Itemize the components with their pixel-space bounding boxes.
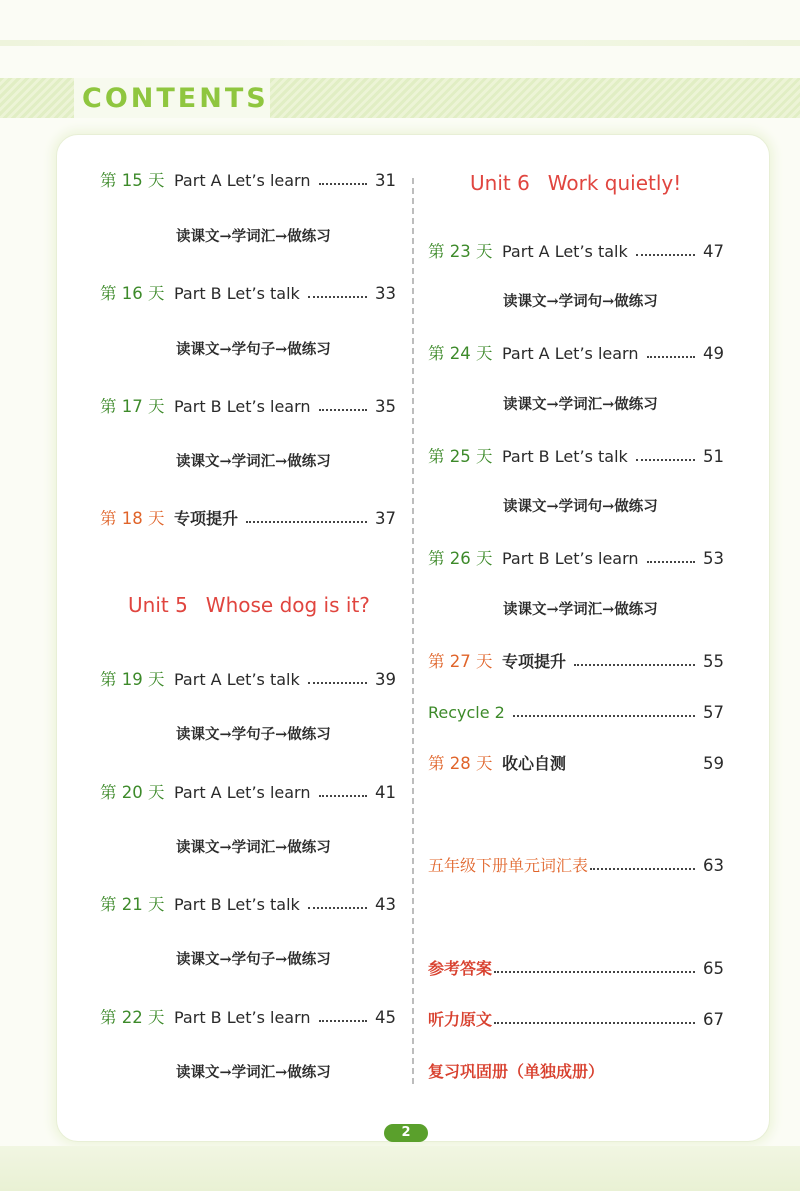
toc-entry-day18[interactable] bbox=[100, 504, 396, 534]
dot-leader bbox=[574, 664, 695, 666]
page-number: 33 bbox=[375, 284, 396, 303]
entry-title: 复习巩固册（单独成册） bbox=[428, 1062, 605, 1081]
entry-title: 收心自测 bbox=[502, 754, 567, 773]
entry-subtitle-day22: 读课文→学词汇→做练习 bbox=[176, 1064, 331, 1081]
entry-title: Part A Let’s talk bbox=[502, 242, 628, 261]
toc-entry-day24[interactable] bbox=[428, 339, 724, 369]
bottom-decor-band bbox=[0, 1146, 800, 1191]
page-number: 35 bbox=[375, 397, 396, 416]
entry-subtitle-day15: 读课文→学词汇→做练习 bbox=[176, 228, 331, 245]
entry-subtitle-day25: 读课文→学词句→做练习 bbox=[503, 498, 658, 515]
day-label: 第 25 天 bbox=[428, 447, 493, 466]
toc-entry-listening[interactable] bbox=[428, 1005, 724, 1035]
dot-leader bbox=[636, 254, 695, 256]
page-number: 43 bbox=[375, 895, 396, 914]
day-label: 第 24 天 bbox=[428, 344, 493, 363]
page-number: 63 bbox=[703, 856, 724, 875]
page-number: 57 bbox=[703, 703, 724, 722]
page-number: 31 bbox=[375, 171, 396, 190]
dot-leader bbox=[647, 356, 696, 358]
column-divider bbox=[412, 178, 414, 1084]
entry-title: Part B Let’s learn bbox=[174, 397, 311, 416]
entry-subtitle-day20: 读课文→学词汇→做练习 bbox=[176, 839, 331, 856]
day-label: 第 18 天 bbox=[100, 509, 165, 528]
entry-title: Part B Let’s talk bbox=[174, 284, 300, 303]
entry-title: Part B Let’s talk bbox=[502, 447, 628, 466]
toc-entry-recycle-2[interactable] bbox=[428, 698, 724, 728]
unit-title: Whose dog is it? bbox=[205, 593, 370, 617]
entry-subtitle-day16: 读课文→学句子→做练习 bbox=[176, 341, 331, 358]
toc-entry-day19[interactable] bbox=[100, 665, 396, 695]
page-number: 49 bbox=[703, 344, 724, 363]
page-number: 41 bbox=[375, 783, 396, 802]
toc-entry-day23[interactable] bbox=[428, 237, 724, 267]
entry-title: Part B Let’s talk bbox=[174, 895, 300, 914]
dot-leader bbox=[647, 561, 695, 563]
day-label: 第 16 天 bbox=[100, 284, 165, 303]
entry-title: Part B Let’s learn bbox=[502, 549, 639, 568]
day-label: 第 20 天 bbox=[100, 783, 165, 802]
page-number: 37 bbox=[375, 509, 396, 528]
dot-leader bbox=[246, 521, 367, 523]
dot-leader bbox=[636, 459, 695, 461]
entry-title: Part B Let’s learn bbox=[174, 1008, 311, 1027]
page-number: 39 bbox=[375, 670, 396, 689]
entry-subtitle-day17: 读课文→学词汇→做练习 bbox=[176, 453, 331, 470]
page-number: 47 bbox=[703, 242, 724, 261]
entry-title: Part A Let’s learn bbox=[502, 344, 639, 363]
toc-entry-day17[interactable] bbox=[100, 392, 396, 422]
unit-5-heading bbox=[128, 588, 388, 622]
page-number: 51 bbox=[703, 447, 724, 466]
toc-entry-day20[interactable] bbox=[100, 778, 396, 808]
dot-leader bbox=[319, 1020, 367, 1022]
dot-leader bbox=[494, 971, 695, 973]
unit-name: Unit 6 bbox=[470, 171, 530, 195]
toc-entry-day25[interactable] bbox=[428, 442, 724, 472]
toc-entry-day21[interactable] bbox=[100, 890, 396, 920]
entry-title: 专项提升 bbox=[502, 652, 567, 671]
page-number: 55 bbox=[703, 652, 724, 671]
dot-leader bbox=[513, 715, 695, 717]
dot-leader bbox=[319, 795, 368, 797]
page-number: 45 bbox=[375, 1008, 396, 1027]
day-label: 第 22 天 bbox=[100, 1008, 165, 1027]
page-number: 65 bbox=[703, 959, 724, 978]
unit-title: Work quietly! bbox=[547, 171, 682, 195]
entry-subtitle-day24: 读课文→学词汇→做练习 bbox=[503, 396, 658, 413]
toc-entry-day16[interactable] bbox=[100, 279, 396, 309]
day-label: 第 28 天 bbox=[428, 754, 493, 773]
page-number-badge: 2 bbox=[384, 1124, 428, 1142]
page-title: CONTENTS bbox=[82, 83, 269, 114]
entry-title: Recycle 2 bbox=[428, 703, 505, 722]
day-label: 第 27 天 bbox=[428, 652, 493, 671]
dot-leader bbox=[319, 409, 367, 411]
toc-entry-day28[interactable] bbox=[428, 749, 724, 779]
dot-leader bbox=[590, 868, 695, 870]
toc-entry-answers[interactable] bbox=[428, 954, 724, 984]
dot-leader bbox=[308, 682, 367, 684]
unit-name: Unit 5 bbox=[128, 593, 188, 617]
entry-title: Part A Let’s talk bbox=[174, 670, 300, 689]
page-number: 53 bbox=[703, 549, 724, 568]
dot-leader bbox=[494, 1022, 695, 1024]
toc-entry-day26[interactable] bbox=[428, 544, 724, 574]
entry-title: 专项提升 bbox=[174, 509, 239, 528]
day-label: 第 21 天 bbox=[100, 895, 165, 914]
day-label: 第 23 天 bbox=[428, 242, 493, 261]
day-label: 第 26 天 bbox=[428, 549, 493, 568]
unit-6-heading bbox=[470, 166, 699, 200]
entry-title: 听力原文 bbox=[428, 1010, 493, 1029]
entry-title: Part A Let’s learn bbox=[174, 171, 311, 190]
entry-title: Part A Let’s learn bbox=[174, 783, 311, 802]
toc-entry-vocab-list[interactable] bbox=[428, 851, 724, 881]
toc-entry-review-book[interactable] bbox=[428, 1057, 724, 1087]
day-label: 第 19 天 bbox=[100, 670, 165, 689]
page-number: 59 bbox=[703, 754, 724, 773]
dot-leader bbox=[308, 907, 367, 909]
toc-entry-day15[interactable] bbox=[100, 166, 396, 196]
top-decor-band bbox=[0, 40, 800, 46]
dot-leader bbox=[308, 296, 367, 298]
dot-leader bbox=[319, 183, 368, 185]
entry-title: 参考答案 bbox=[428, 959, 493, 978]
day-label: 第 15 天 bbox=[100, 171, 165, 190]
page-number: 67 bbox=[703, 1010, 724, 1029]
entry-subtitle-day21: 读课文→学句子→做练习 bbox=[176, 951, 331, 968]
entry-title: 五年级下册单元词汇表 bbox=[428, 856, 589, 875]
day-label: 第 17 天 bbox=[100, 397, 165, 416]
entry-subtitle-day26: 读课文→学词汇→做练习 bbox=[503, 601, 658, 618]
entry-subtitle-day19: 读课文→学句子→做练习 bbox=[176, 726, 331, 743]
toc-entry-day27[interactable] bbox=[428, 647, 724, 677]
toc-entry-day22[interactable] bbox=[100, 1003, 396, 1033]
entry-subtitle-day23: 读课文→学词句→做练习 bbox=[503, 293, 658, 310]
